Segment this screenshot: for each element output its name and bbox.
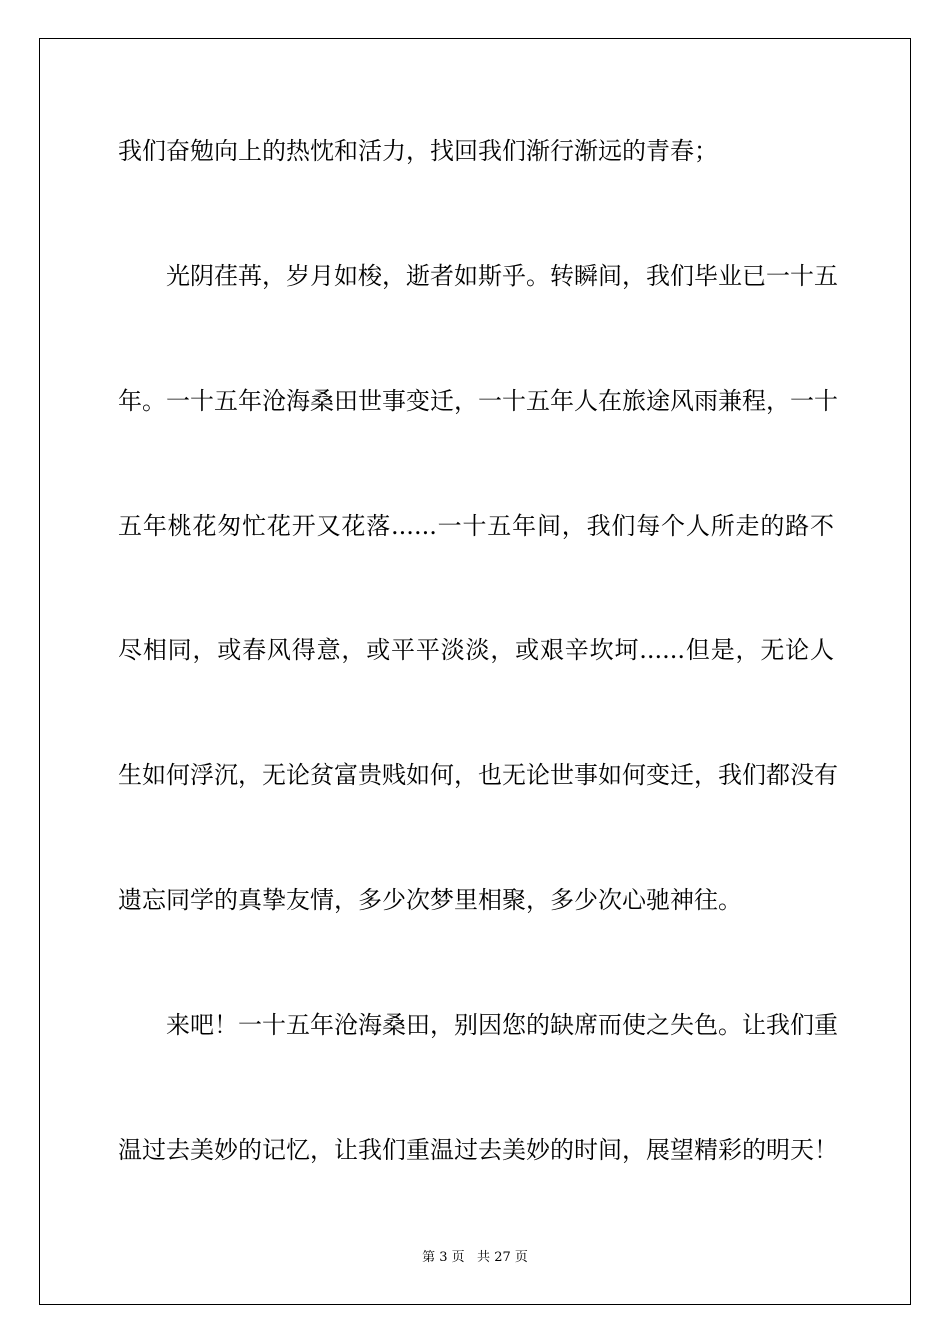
- paragraph-line: 光阴荏苒，岁月如梭，逝者如斯乎。转瞬间，我们毕业已一十五: [166, 262, 838, 290]
- paragraph-line: 遗忘同学的真挚友情，多少次梦里相聚，多少次心驰神往。: [118, 886, 742, 914]
- page-number-footer: 第 3 页 共 27 页: [422, 1250, 528, 1265]
- paragraph-line: 五年桃花匆忙花开又花落......一十五年间，我们每个人所走的路不: [118, 512, 834, 540]
- paragraph-line: 尽相同，或春风得意，或平平淡淡，或艰辛坎坷......但是，无论人: [118, 636, 834, 664]
- paragraph-line: 我们奋勉向上的热忱和活力，找回我们渐行渐远的青春；: [118, 137, 718, 165]
- paragraph-line: 年。一十五年沧海桑田世事变迁，一十五年人在旅途风雨兼程，一十: [118, 387, 838, 415]
- paragraph-line: 生如何浮沉，无论贫富贵贱如何，也无论世事如何变迁，我们都没有: [118, 761, 838, 789]
- page-frame: [39, 38, 911, 1305]
- paragraph-line: 来吧！一十五年沧海桑田，别因您的缺席而使之失色。让我们重: [166, 1011, 838, 1039]
- paragraph-line: 温过去美妙的记忆，让我们重温过去美妙的时间，展望精彩的明天！: [118, 1136, 838, 1164]
